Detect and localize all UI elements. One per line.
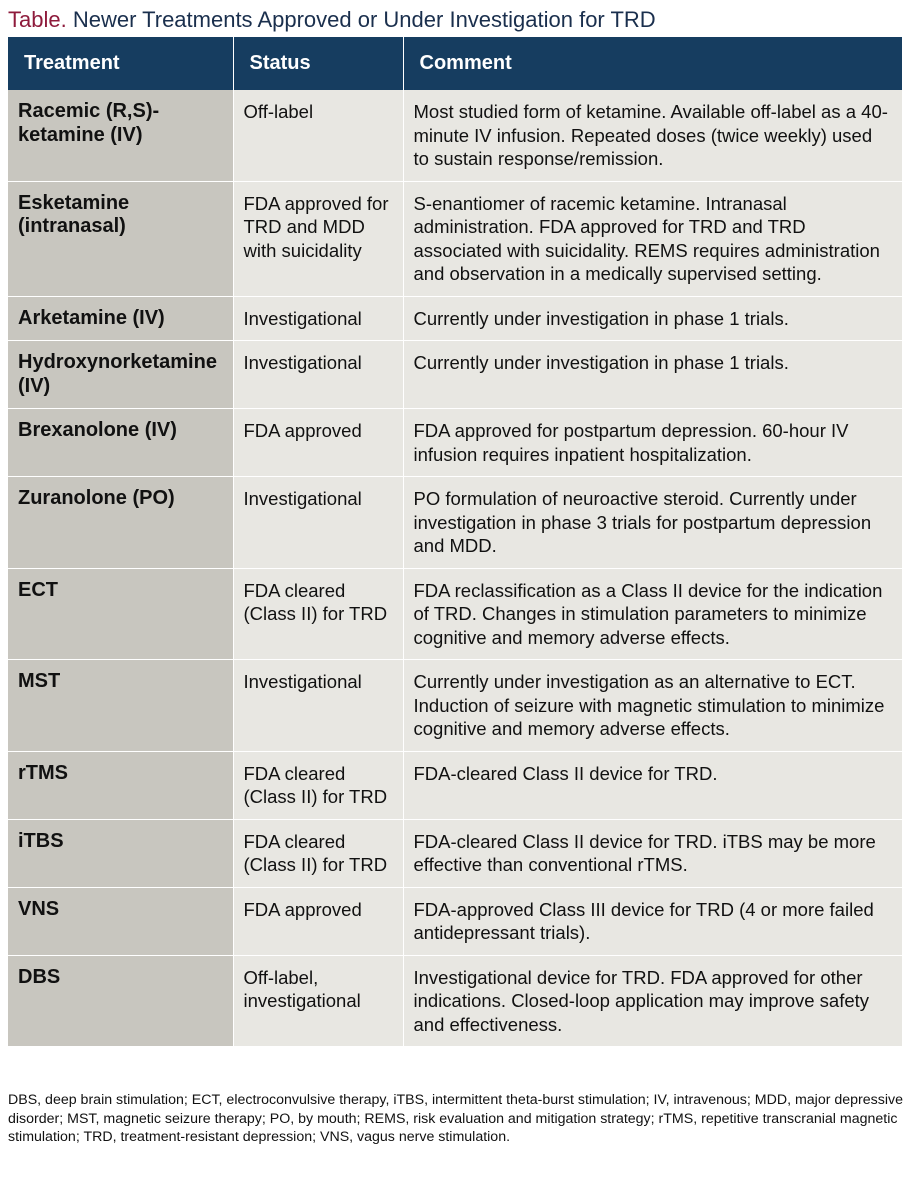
table-row — [8, 568, 902, 660]
status-cell: FDA cleared (Class II) for TRD — [233, 751, 403, 819]
treatment-cell: Racemic (R,S)-ketamine (IV) — [8, 90, 233, 181]
table-title-text: Newer Treatments Approved or Under Investigation for TRD — [66, 7, 656, 32]
comment-cell: Currently under investigation in phase 1 trials. — [403, 341, 902, 409]
treatment-cell: ECT — [8, 568, 233, 660]
comment-cell: FDA-cleared Class II device for TRD. — [403, 751, 902, 819]
table-row — [8, 751, 902, 819]
header-comment: Comment — [403, 37, 902, 90]
table-row — [8, 477, 902, 569]
comment-cell: PO formulation of neuroactive steroid. Currently under investigation in phase 3 trials for postpartum depression and MDD. — [403, 477, 902, 569]
treatment-cell: rTMS — [8, 751, 233, 819]
treatment-cell: Brexanolone (IV) — [8, 409, 233, 477]
treatment-cell: MST — [8, 660, 233, 752]
treatment-cell: DBS — [8, 955, 233, 1047]
table-row — [8, 660, 902, 752]
treatment-cell: Esketamine (intranasal) — [8, 181, 233, 296]
comment-cell: FDA reclassification as a Class II device for the indication of TRD. Changes in stimulation parameters to minimize cognitive and memory adverse effects. — [403, 568, 902, 660]
table-row — [8, 90, 902, 181]
status-cell: Off-label — [233, 90, 403, 181]
status-cell: FDA cleared (Class II) for TRD — [233, 819, 403, 887]
comment-cell: Currently under investigation as an alternative to ECT. Induction of seizure with magnetic stimulation to minimize cognitive and memory adverse effects. — [403, 660, 902, 752]
table-row — [8, 819, 902, 887]
table-row — [8, 181, 902, 296]
status-cell: FDA cleared (Class II) for TRD — [233, 568, 403, 660]
treatments-table — [8, 37, 902, 1047]
comment-cell: Investigational device for TRD. FDA approved for other indications. Closed-loop application may improve safety and effectiveness. — [403, 955, 902, 1047]
status-cell: Off-label, investigational — [233, 955, 403, 1047]
header-treatment: Treatment — [8, 37, 233, 90]
comment-cell: Most studied form of ketamine. Available off-label as a 40-minute IV infusion. Repeated doses (twice weekly) used to sustain response/remission. — [403, 90, 902, 181]
treatment-cell: Zuranolone (PO) — [8, 477, 233, 569]
table-title — [8, 6, 656, 34]
status-cell: Investigational — [233, 660, 403, 752]
table-title-lead: Table. — [8, 7, 67, 32]
comment-cell: FDA approved for postpartum depression. 60-hour IV infusion requires inpatient hospitalization. — [403, 409, 902, 477]
header-status: Status — [233, 37, 403, 90]
status-cell: Investigational — [233, 296, 403, 341]
treatment-cell: Hydroxynorketamine (IV) — [8, 341, 233, 409]
comment-cell: FDA-cleared Class II device for TRD. iTBS may be more effective than conventional rTMS. — [403, 819, 902, 887]
table-footnote: DBS, deep brain stimulation; ECT, electroconvulsive therapy, iTBS, intermittent theta-burst stimulation; IV, intravenous; MDD, major depressive disorder; MST, magnetic seizure therapy; PO, by mouth; REMS, risk evaluation and mitigation strategy; rTMS, repetitive transcranial magnetic stimulation; TRD, treatment-resistant depression; VNS, vagus nerve stimulation. — [8, 1092, 903, 1145]
comment-cell: S-enantiomer of racemic ketamine. Intranasal administration. FDA approved for TRD and TRD associated with suicidality. REMS requires administration and observation in a medically supervised setting. — [403, 181, 902, 296]
status-cell: Investigational — [233, 341, 403, 409]
status-cell: FDA approved — [233, 887, 403, 955]
table-row — [8, 409, 902, 477]
table-row — [8, 341, 902, 409]
table-row — [8, 955, 902, 1047]
status-cell: FDA approved — [233, 409, 403, 477]
treatment-cell: Arketamine (IV) — [8, 296, 233, 341]
status-cell: FDA approved for TRD and MDD with suicidality — [233, 181, 403, 296]
table-row — [8, 887, 902, 955]
comment-cell: FDA-approved Class III device for TRD (4 or more failed antidepressant trials). — [403, 887, 902, 955]
comment-cell: Currently under investigation in phase 1 trials. — [403, 296, 902, 341]
table-row — [8, 296, 902, 341]
status-cell: Investigational — [233, 477, 403, 569]
header-row — [8, 37, 902, 90]
treatment-cell: iTBS — [8, 819, 233, 887]
treatment-cell: VNS — [8, 887, 233, 955]
